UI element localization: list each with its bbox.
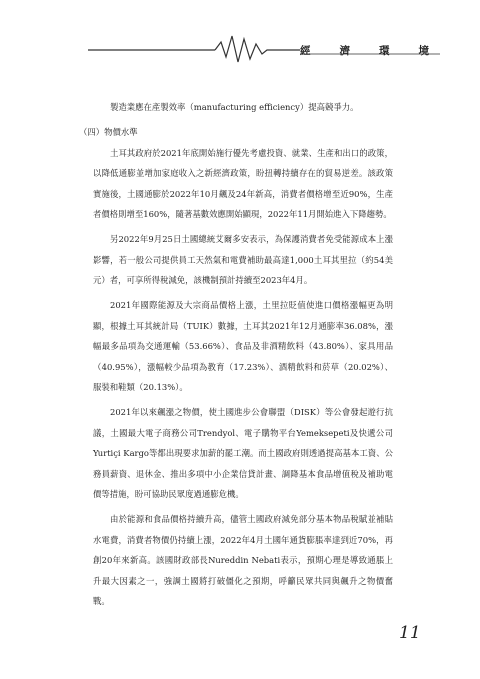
header-char: 境	[418, 45, 430, 57]
paragraph: 土耳其政府於2021年底開始施行優先考慮投資、就業、生產和出口的政策，以降低通膨並增加家庭收入之新經濟政策，盼扭轉持續存在的貿易逆差。該政策實施後，土國通膨於2022年10月飆及24年新高，消費者價格增至近90%，生產者價格則增至160%，隨著基數效應開始顯現，2022年11月開始進入下降趨勢。	[93, 147, 393, 219]
header-section-title	[300, 43, 430, 61]
header-char: 環	[379, 45, 391, 57]
paragraph: 2021年以來飆漲之物價，使土國進步公會聯盟（DISK）等公會發起遊行抗議，土國最大電子商務公司Trendyol、電子購物平台Yemeksepeti及快遞公司Yurtiçi Kargo等都出現要求加薪的罷工潮。而土國政府則透過提高基本工資、公務員薪資、退休金、推出多項中小企業信貸計畫、調降基本食品增值稅及補助電價等措施，盼可協助民眾度過通膨危機。	[93, 407, 393, 499]
section-heading: （四）物價水準	[79, 127, 138, 137]
paragraph: 2021年國際能源及大宗商品價格上漲，土里拉貶值使進口價格漲幅更為明顯，根據土耳其統計局（TUIK）數據，土耳其2021年12月通膨率36.08%，漲幅最多品項為交通運輸（53.66%）、食品及非酒精飲料（43.80%）、家具用品（40.95%），漲幅較少品項為教育（17.23%）、酒精飲料和菸草（20.02%）、服裝和鞋類（20.13%）。	[93, 300, 393, 392]
paragraph: 由於能源和食品價格持續升高，儘管土國政府減免部分基本物品稅賦並補貼水電費，消費者物價仍持續上漲，2022年4月土國年通貨膨脹率達到近70%，再創20年來新高。該國財政部長Nureddin Nebati表示，預期心理是導致通脹上升最大因素之一，強調土國將打破僵化之預期，呼籲民眾共同與飆升之物價奮戰。	[93, 514, 393, 606]
body-text	[79, 97, 393, 616]
paragraph: 另2022年9月25日土國總統艾爾多安表示，為保護消費者免受能源成本上漲影響，若一般公司提供員工天然氣和電費補助最高達1,000土耳其里拉（約54美元）者，可享所得稅減免，該機制預計持續至2023年4月。	[93, 234, 393, 285]
continued-paragraph: 製造業應在產製效率（manufacturing efficiency）提高競爭力。	[110, 102, 359, 112]
header-char: 濟	[339, 45, 351, 57]
running-header	[0, 30, 480, 70]
header-char: 經	[300, 45, 312, 57]
page-number: 11	[399, 623, 421, 643]
